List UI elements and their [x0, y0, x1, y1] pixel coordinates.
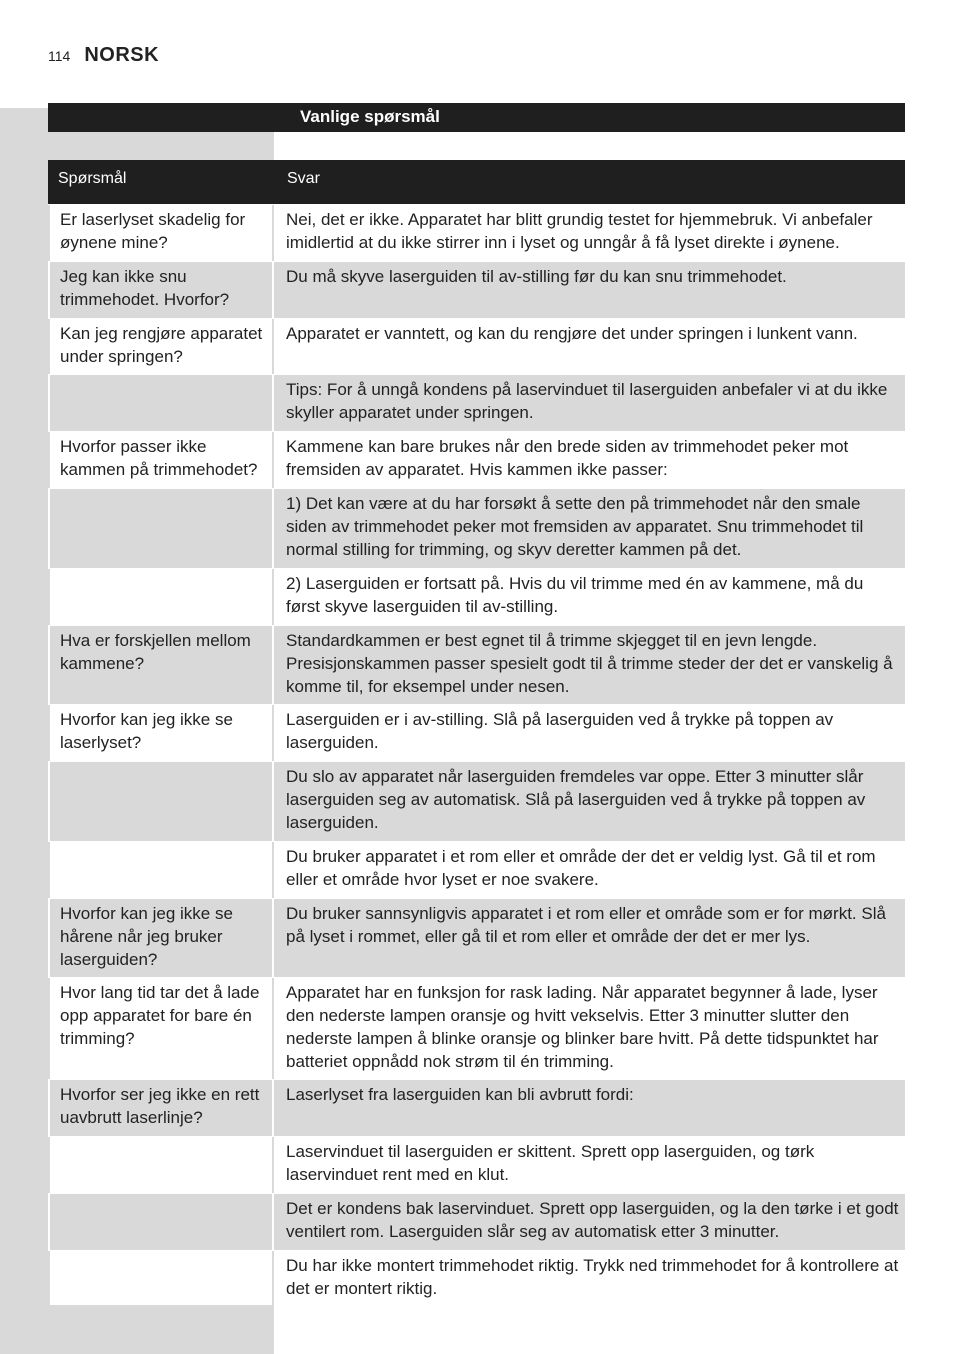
question-cell: Hvorfor ser jeg ikke en rett uavbrutt laserlinje? — [48, 1080, 272, 1136]
table-body — [48, 204, 905, 1307]
question-cell — [48, 842, 272, 898]
table-row — [48, 488, 905, 568]
column-header-answer: Svar — [287, 170, 320, 187]
table-row — [48, 841, 905, 898]
band-spacer — [48, 132, 274, 160]
question-cell — [48, 375, 272, 431]
left-column-footer-shade — [48, 1305, 274, 1354]
question-cell: Kan jeg rengjøre apparatet under springen? — [48, 319, 272, 374]
table-row — [48, 568, 905, 625]
section-band — [48, 103, 905, 132]
answer-cell: Nei, det er ikke. Apparatet har blitt grundig testet for hjemmebruk. Vi anbefaler imidlertid at du ikke stirrer inn i lyset og unngår å få lyset direkte i øynene. — [272, 205, 905, 261]
table-row — [48, 704, 905, 761]
answer-cell: Kammene kan bare brukes når den brede siden av trimmehodet peker mot fremsiden av apparatet. Hvis kammen ikke passer: — [272, 432, 905, 488]
answer-cell: Du slo av apparatet når laserguiden fremdeles var oppe. Etter 3 minutter slår laserguiden seg av automatisk. Slå på laserguiden ved å trykke på toppen av laserguiden. — [272, 762, 905, 841]
question-cell — [48, 1137, 272, 1193]
question-cell: Hvorfor kan jeg ikke se hårene når jeg bruker laserguiden? — [48, 899, 272, 977]
table-row — [48, 761, 905, 841]
table-row — [48, 1136, 905, 1193]
table-row — [48, 261, 905, 318]
question-cell — [48, 1251, 272, 1307]
page-header — [48, 44, 159, 74]
table-row — [48, 1079, 905, 1136]
answer-cell: Apparatet er vanntett, og kan du rengjøre det under springen i lunkent vann. — [272, 319, 905, 374]
section-title: NORSK — [84, 44, 160, 66]
answer-cell: Laservinduet til laserguiden er skittent. Sprett opp laserguiden, og tørk laservinduet rent med en klut. — [272, 1137, 905, 1193]
table-row — [48, 374, 905, 431]
table-row — [48, 204, 905, 261]
question-cell — [48, 569, 272, 625]
question-cell: Hva er forskjellen mellom kammene? — [48, 626, 272, 704]
answer-cell: Du bruker sannsynligvis apparatet i et rom eller et område som er for mørkt. Slå på lyset i rommet, eller gå til et rom eller et område der det er mer lys. — [272, 899, 905, 977]
answer-cell: Det er kondens bak laservinduet. Sprett opp laserguiden, og la den tørke i et godt ventilert rom. Laserguiden slår seg av automatisk etter 3 minutter. — [272, 1194, 905, 1250]
table-row — [48, 977, 905, 1079]
page-number: 114 — [48, 48, 71, 64]
answer-cell: Laserguiden er i av-stilling. Slå på laserguiden ved å trykke på toppen av laserguiden. — [272, 705, 905, 761]
question-cell: Hvorfor passer ikke kammen på trimmehodet? — [48, 432, 272, 488]
table-row — [48, 318, 905, 374]
answer-cell: Standardkammen er best egnet til å trimme skjegget til en jevn lengde. Presisjonskammen passer spesielt godt til å trimme steder der det er vanskelig å komme til, for eksempel under nesen. — [272, 626, 905, 704]
table-row — [48, 431, 905, 488]
table-row — [48, 898, 905, 977]
question-cell: Hvor lang tid tar det å lade opp apparatet for bare én trimming? — [48, 978, 272, 1079]
question-cell: Jeg kan ikke snu trimmehodet. Hvorfor? — [48, 262, 272, 318]
column-header-question: Spørsmål — [58, 170, 127, 187]
question-cell: Er laserlyset skadelig for øynene mine? — [48, 205, 272, 261]
answer-cell: Apparatet har en funksjon for rask lading. Når apparatet begynner å lade, lyser den nederste lampen oransje og hvitt vekselvis. Etter 3 minutter slutter den nederste lampen å blinke oransje og blinker bare hvitt. På dette tidspunktet har batteriet oppnådd nok strøm til én trimming. — [272, 978, 905, 1079]
answer-cell: 2) Laserguiden er fortsatt på. Hvis du vil trimme med én av kammene, må du først skyve laserguiden til av-stilling. — [272, 569, 905, 625]
table-row — [48, 1193, 905, 1250]
answer-cell: Du bruker apparatet i et rom eller et område der det er veldig lyst. Gå til et rom eller et område hvor lyset er noe svakere. — [272, 842, 905, 898]
question-cell — [48, 762, 272, 841]
question-cell — [48, 489, 272, 568]
left-margin-bar — [0, 108, 48, 1354]
answer-cell: Du må skyve laserguiden til av-stilling før du kan snu trimmehodet. — [272, 262, 905, 318]
answer-cell: 1) Det kan være at du har forsøkt å sette den på trimmehodet når den smale siden av trimmehodet peker mot fremsiden av apparatet. Snu trimmehodet til normal stilling for trimming, og skyv deretter kammen på det. — [272, 489, 905, 568]
table-header-row — [48, 160, 905, 204]
table-row — [48, 625, 905, 704]
answer-cell: Du har ikke montert trimmehodet riktig. Trykk ned trimmehodet for å kontrollere at det er montert riktig. — [272, 1251, 905, 1307]
question-cell: Hvorfor kan jeg ikke se laserlyset? — [48, 705, 272, 761]
answer-cell: Tips: For å unngå kondens på laservinduet til laserguiden anbefaler vi at du ikke skyller apparatet under springen. — [272, 375, 905, 431]
band-title: Vanlige spørsmål — [300, 107, 440, 126]
faq-table — [48, 160, 905, 1307]
answer-cell: Laserlyset fra laserguiden kan bli avbrutt fordi: — [272, 1080, 905, 1136]
table-row — [48, 1250, 905, 1307]
question-cell — [48, 1194, 272, 1250]
